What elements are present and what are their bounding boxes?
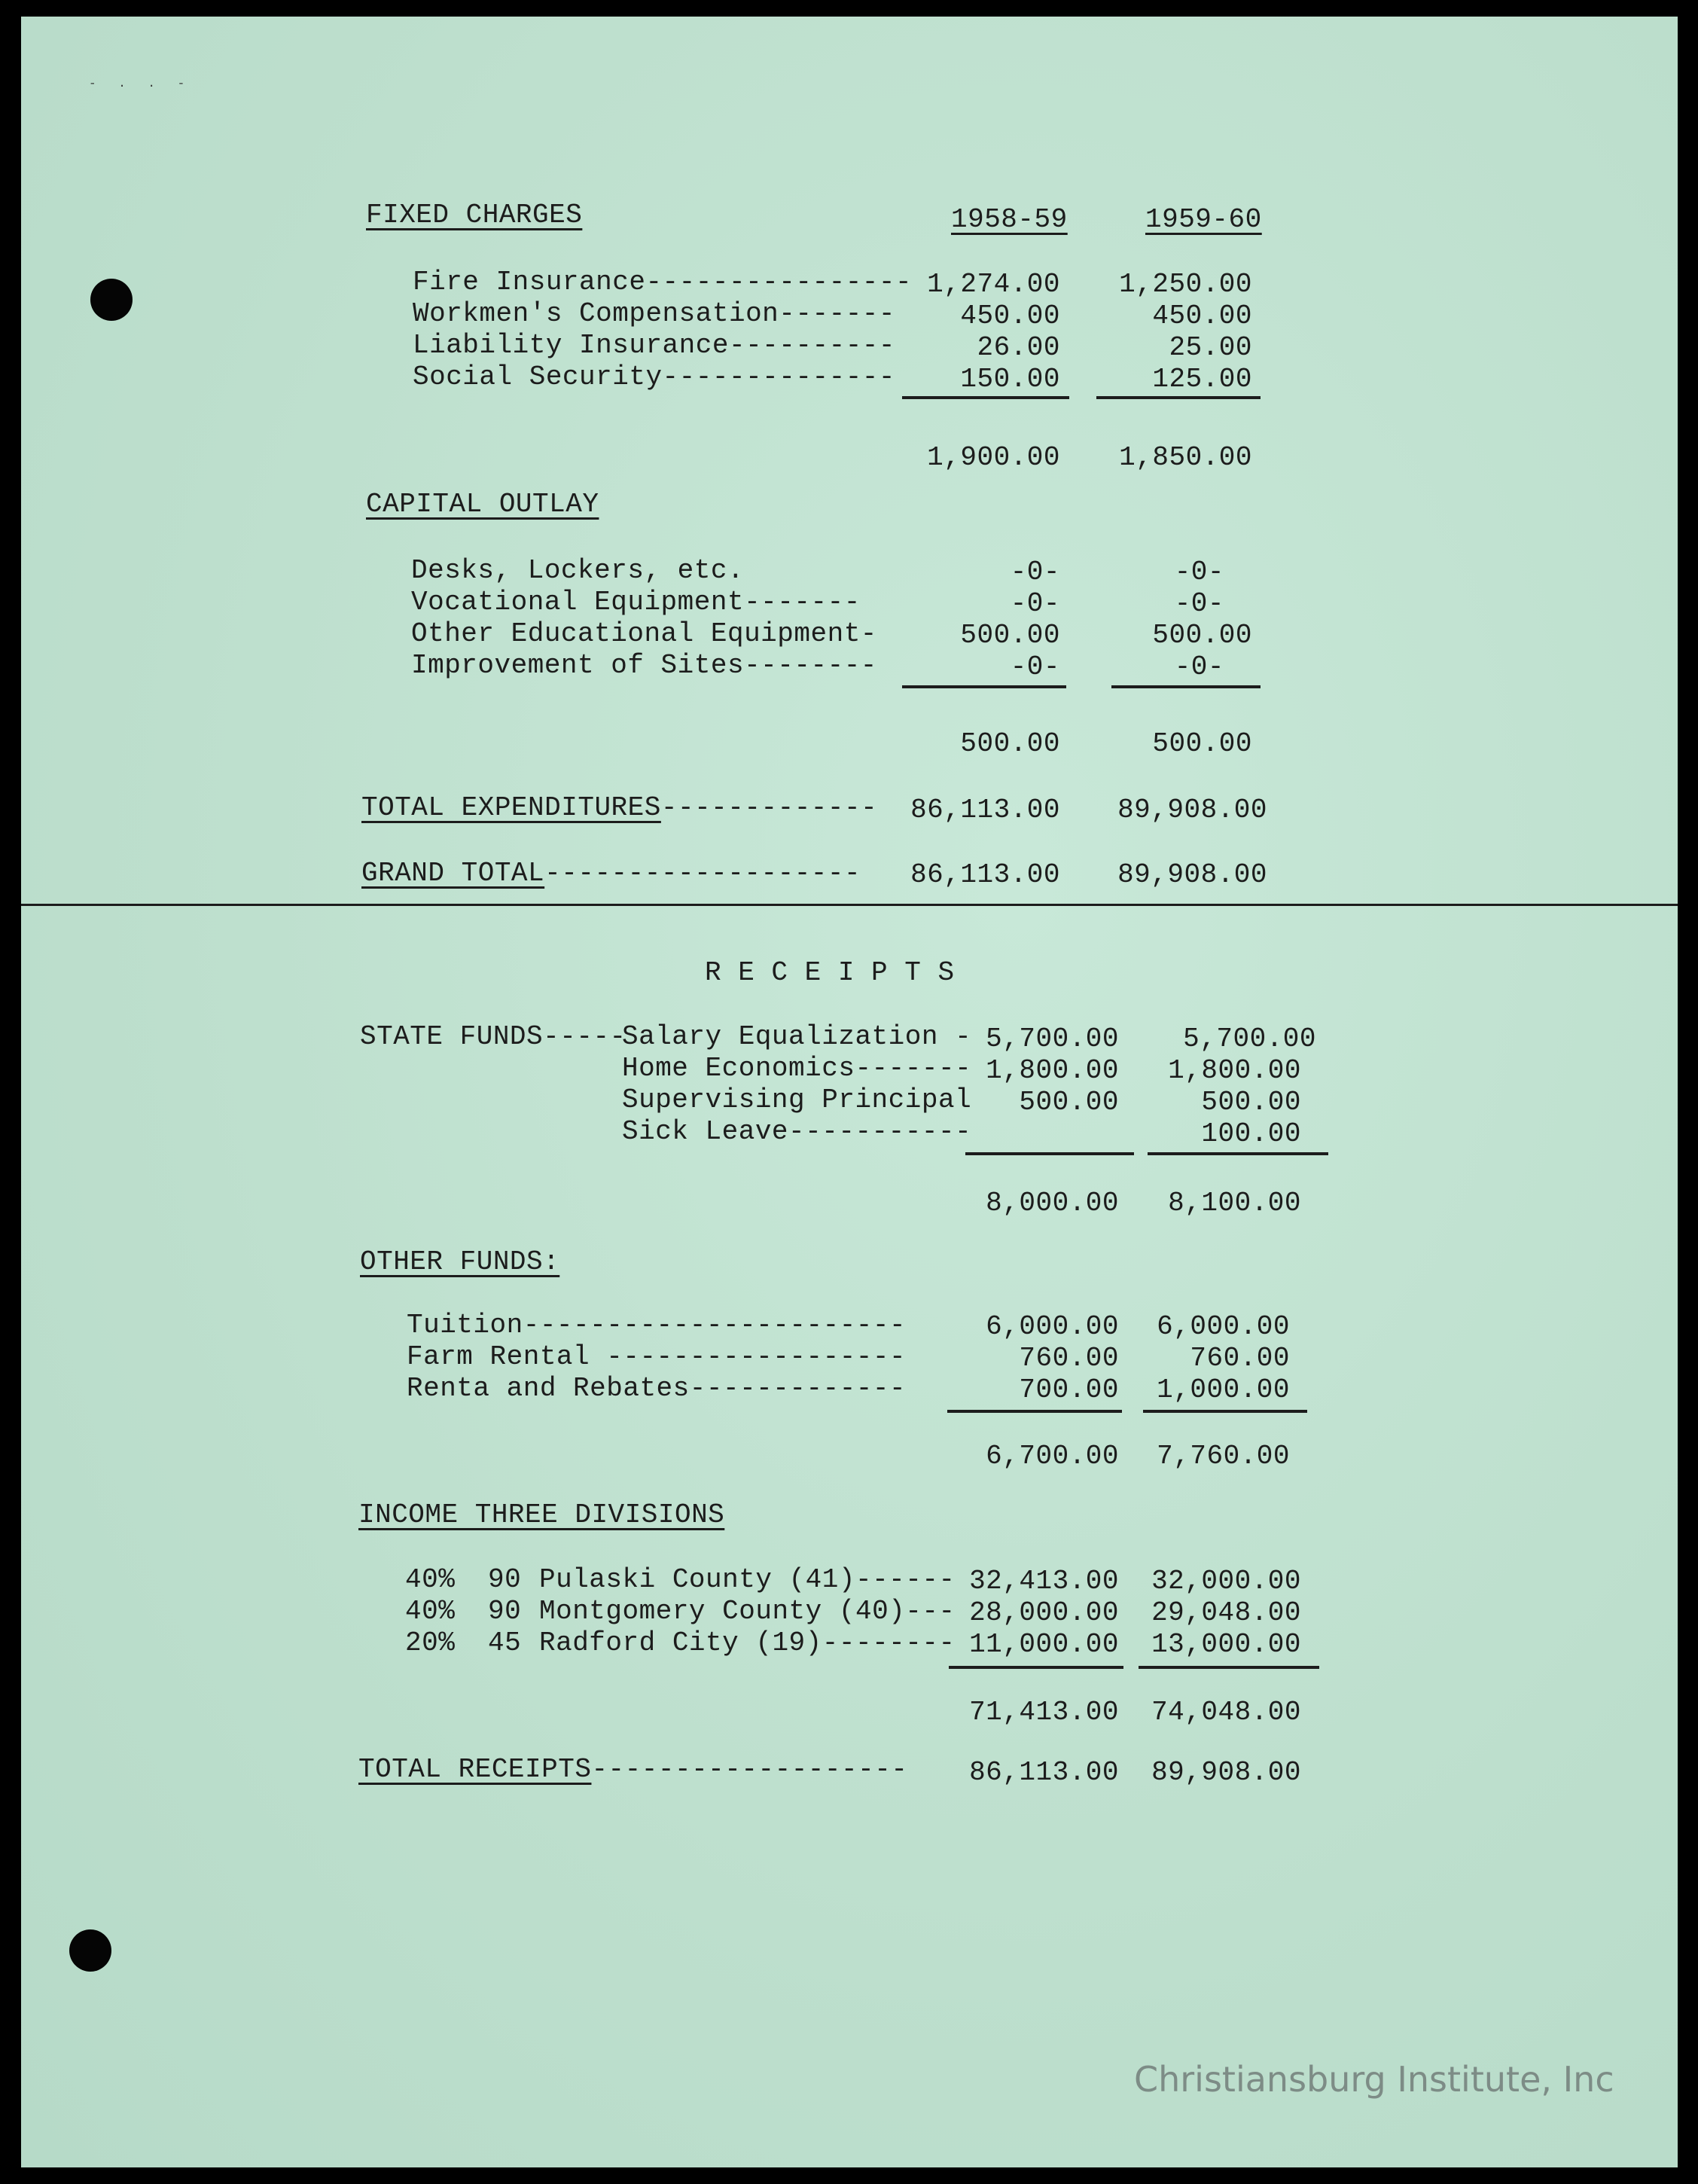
row-value-year1: 500.00 [960, 620, 1060, 651]
total-receipts-year1: 86,113.00 [969, 1757, 1119, 1788]
row-value-year1: 450.00 [960, 300, 1060, 331]
grand-total-dashes: ------------------- [544, 858, 861, 889]
row-value-year2: 25.00 [1169, 332, 1252, 363]
row-value-year2: 29,048.00 [1151, 1597, 1301, 1628]
row-value-year1: 760.00 [1019, 1343, 1119, 1374]
row-label: Montgomery County (40)--- [539, 1596, 956, 1627]
row-label: Supervising Principal [622, 1084, 972, 1115]
row-label: Fire Insurance---------------- [413, 267, 913, 297]
subtotal-rule [902, 396, 1069, 399]
subtotal-rule [949, 1666, 1123, 1669]
total-expenditures-year1: 86,113.00 [910, 795, 1060, 825]
income-divisions-total-year1: 71,413.00 [969, 1697, 1119, 1728]
row-label: Liability Insurance---------- [413, 330, 896, 361]
row-value-year2: 450.00 [1152, 300, 1252, 331]
row-value-year2: 500.00 [1201, 1087, 1301, 1118]
row-value-year1: 5,700.00 [986, 1023, 1119, 1054]
row-value-year2: 32,000.00 [1151, 1566, 1301, 1597]
row-value-year1: 26.00 [977, 332, 1060, 363]
row-label: Workmen's Compensation------- [413, 298, 896, 329]
column-year1-heading: 1958-59 [951, 204, 1068, 235]
row-label: Home Economics------- [622, 1053, 972, 1084]
divider-line [21, 904, 1678, 906]
grand-total-year2: 89,908.00 [1117, 859, 1267, 890]
row-label: Pulaski County (41)------ [539, 1564, 956, 1595]
row-value-year2: 125.00 [1152, 364, 1252, 395]
subtotal-rule [965, 1152, 1134, 1155]
income-three-divisions-heading: INCOME THREE DIVISIONS [358, 1499, 725, 1530]
row-label: Farm Rental ------------------ [407, 1341, 907, 1372]
capital-outlay-total-year2: 500.00 [1152, 728, 1252, 759]
subtotal-rule [1143, 1410, 1307, 1413]
total-expenditures-dashes: ------------- [660, 792, 878, 823]
row-label: Improvement of Sites-------- [411, 650, 877, 681]
row-value-year1: 700.00 [1019, 1374, 1119, 1405]
fixed-charges-total-year1: 1,900.00 [927, 442, 1060, 473]
corner-marks: - . . - [89, 77, 193, 90]
row-value-year1: -0- [1010, 588, 1060, 619]
row-label: Desks, Lockers, etc. [411, 555, 745, 586]
row-value-year1: 6,000.00 [986, 1311, 1119, 1342]
row-value-year1: 150.00 [960, 364, 1060, 395]
row-value-year1: 1,274.00 [927, 269, 1060, 300]
state-funds-total-year1: 8,000.00 [986, 1188, 1119, 1219]
total-receipts-dashes: ------------------- [591, 1754, 908, 1785]
row-label: Vocational Equipment------- [411, 587, 861, 618]
row-label: Salary Equalization - [622, 1021, 972, 1052]
row-value-year1: 500.00 [1019, 1087, 1119, 1118]
row-percent: 40% [405, 1596, 456, 1627]
row-value-year2: 6,000.00 [1157, 1311, 1290, 1342]
total-expenditures-row [361, 792, 878, 823]
row-value-year2: 1,250.00 [1119, 269, 1252, 300]
row-value-year2: 1,800.00 [1168, 1055, 1301, 1086]
row-label: Other Educational Equipment- [411, 618, 877, 649]
row-percent: 40% [405, 1564, 456, 1595]
receipts-title: R E C E I P T S [705, 957, 955, 988]
subtotal-rule [1139, 1666, 1319, 1669]
document-page [21, 17, 1678, 2167]
subtotal-rule [947, 1410, 1122, 1413]
row-value-year2: 1,000.00 [1157, 1374, 1290, 1405]
row-number: 45 [488, 1627, 522, 1658]
state-funds-label: STATE FUNDS----- [360, 1021, 626, 1052]
grand-total-row [361, 860, 861, 887]
punch-hole-bottom [69, 1929, 111, 1972]
subtotal-rule [1111, 685, 1261, 688]
row-number: 90 [488, 1596, 522, 1627]
state-funds-total-year2: 8,100.00 [1168, 1188, 1301, 1219]
row-value-year2: 760.00 [1190, 1343, 1290, 1374]
row-value-year1: -0- [1010, 651, 1060, 682]
column-year2-heading: 1959-60 [1145, 204, 1262, 235]
total-receipts-year2: 89,908.00 [1151, 1757, 1301, 1788]
row-value-year2: 500.00 [1152, 620, 1252, 651]
row-label: Tuition----------------------- [407, 1310, 907, 1341]
fixed-charges-heading: FIXED CHARGES [366, 200, 583, 230]
fixed-charges-total-year2: 1,850.00 [1119, 442, 1252, 473]
other-funds-heading: OTHER FUNDS: [360, 1246, 560, 1277]
capital-outlay-total-year1: 500.00 [960, 728, 1060, 759]
subtotal-rule [1096, 396, 1261, 399]
subtotal-rule [1148, 1152, 1328, 1155]
row-value-year2: 5,700.00 [1183, 1023, 1316, 1054]
row-value-year2: -0- [1174, 651, 1224, 682]
grand-total-year1: 86,113.00 [910, 859, 1060, 890]
archive-watermark: Christiansburg Institute, Inc [1134, 2059, 1614, 2100]
total-receipts-label: TOTAL RECEIPTS [358, 1754, 592, 1785]
row-value-year1: 32,413.00 [969, 1566, 1119, 1597]
row-value-year1: -0- [1010, 557, 1060, 587]
row-value-year1: 1,800.00 [986, 1055, 1119, 1086]
row-label: Social Security-------------- [413, 361, 896, 392]
row-value-year1: 28,000.00 [969, 1597, 1119, 1628]
total-receipts-row [358, 1756, 907, 1783]
row-label: Renta and Rebates------------- [407, 1373, 907, 1404]
row-value-year2: 13,000.00 [1151, 1629, 1301, 1660]
row-number: 90 [488, 1564, 522, 1595]
other-funds-total-year2: 7,760.00 [1157, 1441, 1290, 1472]
other-funds-total-year1: 6,700.00 [986, 1441, 1119, 1472]
row-label: Sick Leave----------- [622, 1116, 972, 1147]
subtotal-rule [902, 685, 1066, 688]
income-divisions-total-year2: 74,048.00 [1151, 1697, 1301, 1728]
row-percent: 20% [405, 1627, 456, 1658]
row-label: Radford City (19)-------- [539, 1627, 956, 1658]
row-value-year2: -0- [1174, 557, 1224, 587]
grand-total-label: GRAND TOTAL [361, 858, 545, 889]
row-value-year2: 100.00 [1201, 1118, 1301, 1149]
row-value-year2: -0- [1174, 588, 1224, 619]
punch-hole-top [90, 279, 133, 321]
total-expenditures-label: TOTAL EXPENDITURES [361, 792, 661, 823]
total-expenditures-year2: 89,908.00 [1117, 795, 1267, 825]
row-value-year1: 11,000.00 [969, 1629, 1119, 1660]
capital-outlay-heading: CAPITAL OUTLAY [366, 489, 599, 520]
